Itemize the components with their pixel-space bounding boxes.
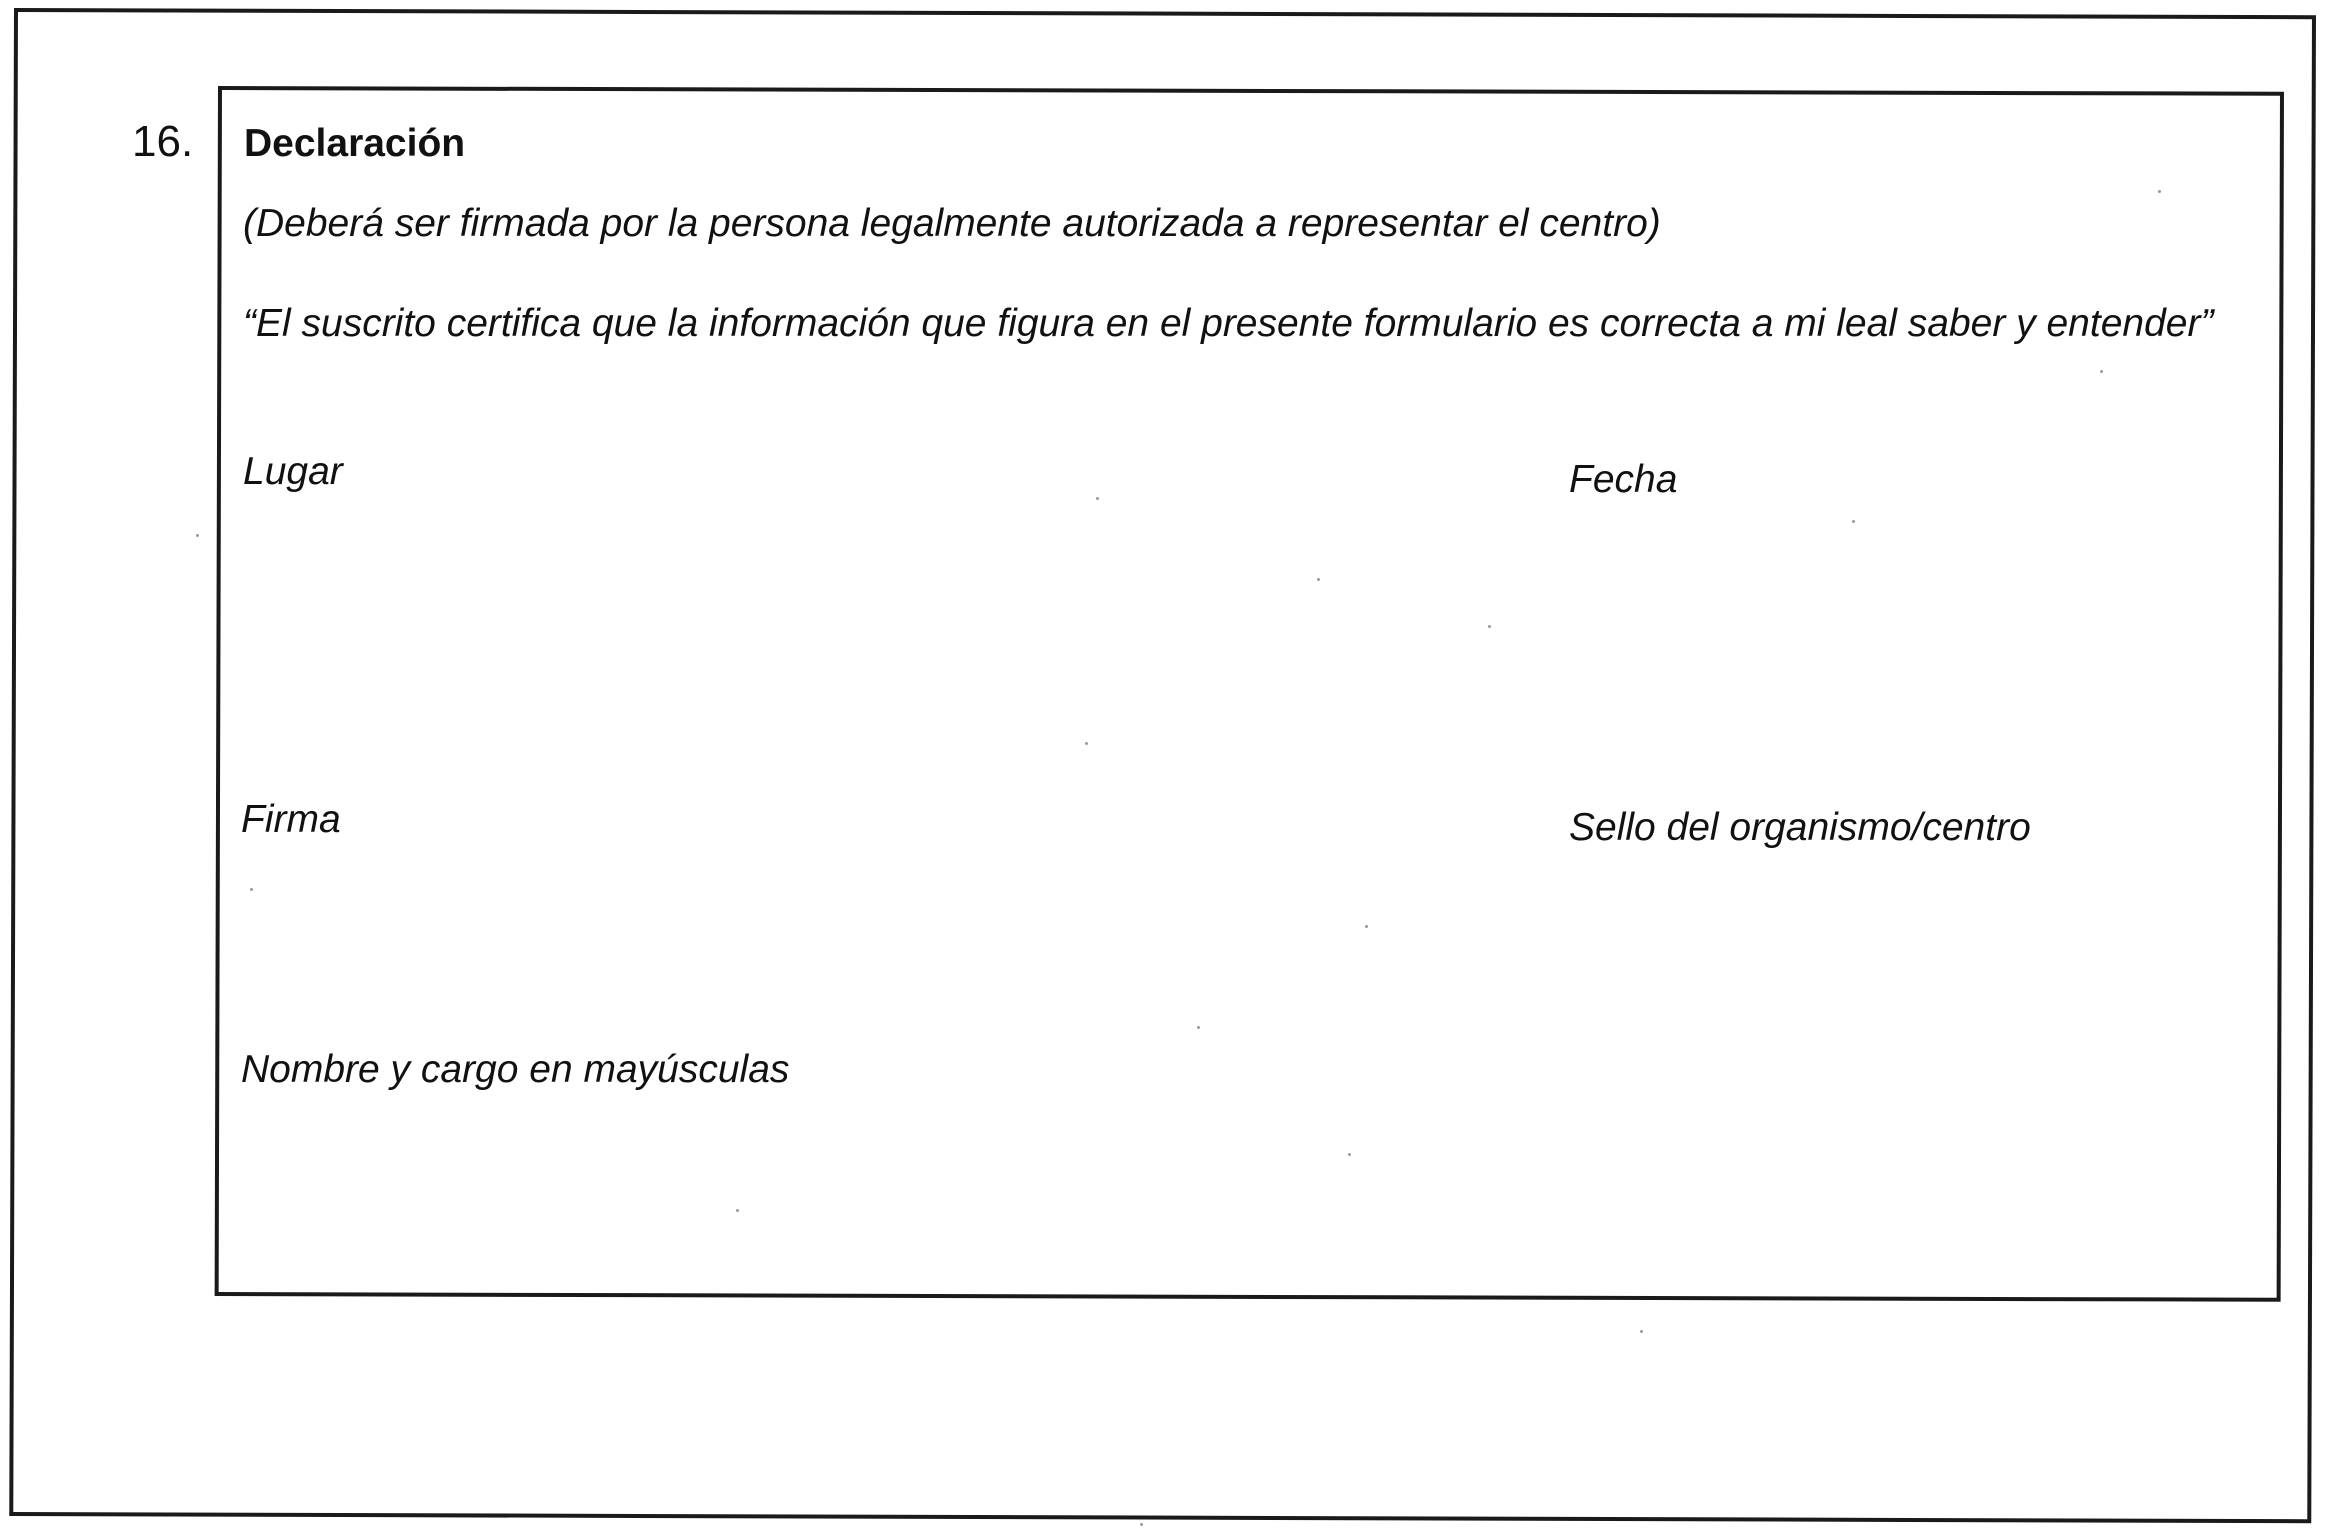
scan-speck xyxy=(1140,1523,1143,1526)
scan-speck xyxy=(1365,925,1368,928)
scan-speck xyxy=(2100,370,2103,373)
scan-speck xyxy=(1096,497,1099,500)
scan-speck xyxy=(736,1209,739,1212)
section-title: Declaración xyxy=(244,122,466,165)
scan-speck xyxy=(1317,578,1320,581)
field-label-fecha: Fecha xyxy=(1569,458,1678,501)
field-label-lugar: Lugar xyxy=(243,450,343,493)
certification-statement: “El suscrito certifica que la información que figura en el presente formulario es correcta a mi leal saber y entender” xyxy=(243,302,2214,345)
field-label-nombre: Nombre y cargo en mayúsculas xyxy=(241,1048,790,1091)
section-number: 16. xyxy=(132,117,194,166)
scan-speck xyxy=(196,534,199,537)
scan-speck xyxy=(1197,1026,1200,1029)
scan-speck xyxy=(1852,520,1855,523)
scan-speck xyxy=(1488,625,1491,628)
field-label-firma: Firma xyxy=(241,798,341,841)
section-subtitle: (Deberá ser firmada por la persona legalmente autorizada a representar el centro) xyxy=(243,202,1661,245)
scan-speck xyxy=(1640,1330,1643,1333)
scan-speck xyxy=(2158,190,2161,193)
declaration-box xyxy=(215,86,2284,1302)
field-label-sello: Sello del organismo/centro xyxy=(1569,806,2031,849)
scan-speck xyxy=(1348,1153,1351,1156)
scan-speck xyxy=(250,888,253,891)
scan-speck xyxy=(1085,742,1088,745)
